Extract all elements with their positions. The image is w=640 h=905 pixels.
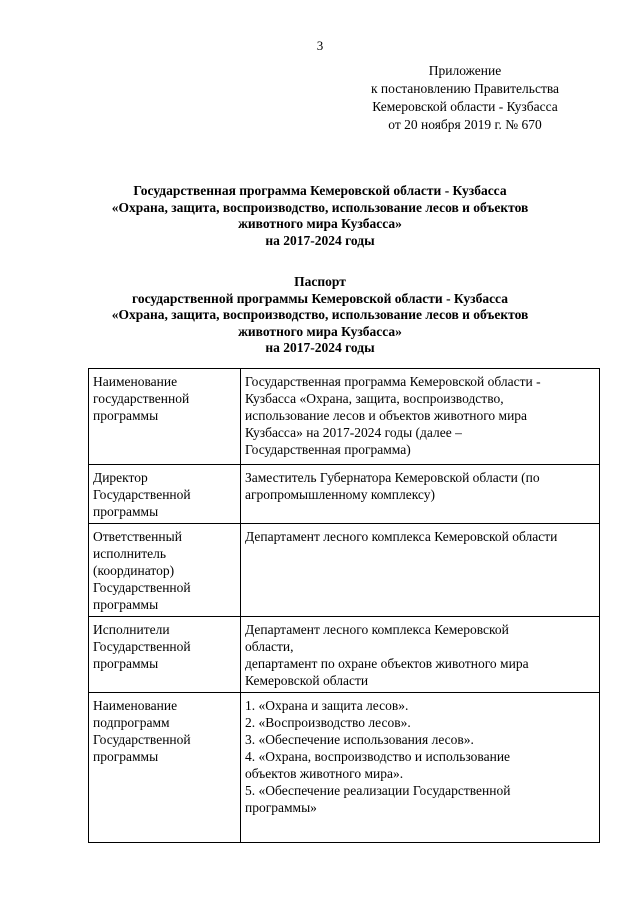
value-line: использование лесов и объектов животного мира xyxy=(245,408,528,423)
row-value xyxy=(241,369,600,465)
label-line: исполнитель xyxy=(93,546,166,561)
value-line: 3. «Обеспечение использования лесов». xyxy=(245,732,474,747)
row-label xyxy=(89,524,241,617)
table-row xyxy=(89,693,600,843)
passport-title-line: «Охрана, защита, воспроизводство, использование лесов и объектов xyxy=(111,307,529,322)
passport-title-line: Паспорт xyxy=(294,274,346,289)
row-value xyxy=(241,693,600,843)
value-line: области, xyxy=(245,639,294,654)
label-line: Наименование xyxy=(93,374,178,389)
value-line: Заместитель Губернатора Кемеровской области (по xyxy=(245,470,540,485)
passport-title xyxy=(60,274,580,357)
program-title xyxy=(60,183,580,249)
value-line: объектов животного мира». xyxy=(245,766,404,781)
appendix-line: от 20 ноября 2019 г. № 670 xyxy=(388,117,542,132)
appendix-line: к постановлению Правительства xyxy=(370,81,560,96)
label-line: подпрограмм xyxy=(93,715,170,730)
label-line: Государственной xyxy=(93,732,191,747)
label-line: Исполнители xyxy=(93,622,170,637)
value-line: Государственная программа Кемеровской области - xyxy=(245,374,541,389)
value-line: программы» xyxy=(245,800,317,815)
table-row xyxy=(89,617,600,693)
value-line: 1. «Охрана и защита лесов». xyxy=(245,698,409,713)
program-title-line: на 2017-2024 годы xyxy=(265,232,375,248)
label-line: программы xyxy=(93,656,159,671)
appendix-note xyxy=(340,62,590,134)
row-value xyxy=(241,524,600,617)
value-line: Кузбасса» на 2017-2024 годы (далее – xyxy=(245,425,462,440)
value-line: Кузбасса «Охрана, защита, воспроизводство, xyxy=(245,391,504,406)
value-line: агропромышленному комплексу) xyxy=(245,487,435,502)
passport-table xyxy=(88,368,600,843)
label-line: Государственной xyxy=(93,487,191,502)
table-row xyxy=(89,369,600,465)
passport-title-line: на 2017-2024 годы xyxy=(265,340,375,355)
value-line: 5. «Обеспечение реализации Государственной xyxy=(245,783,511,798)
value-line: Департамент лесного комплекса Кемеровской xyxy=(245,622,509,637)
label-line: программы xyxy=(93,504,159,519)
label-line: (координатор) xyxy=(93,563,175,578)
row-value xyxy=(241,617,600,693)
label-line: программы xyxy=(93,408,159,423)
row-value xyxy=(241,465,600,524)
label-line: программы xyxy=(93,749,159,764)
table-row xyxy=(89,465,600,524)
label-line: Ответственный xyxy=(93,529,182,544)
row-label xyxy=(89,369,241,465)
value-line: департамент по охране объектов животного мира xyxy=(245,656,529,671)
passport-title-line: животного мира Кузбасса» xyxy=(238,323,402,339)
row-label xyxy=(89,617,241,693)
value-line: 2. «Воспроизводство лесов». xyxy=(245,715,411,730)
program-title-line: Государственная программа Кемеровской области - Кузбасса xyxy=(133,183,507,198)
row-label xyxy=(89,693,241,843)
label-line: государственной xyxy=(93,391,190,406)
value-line: 4. «Охрана, воспроизводство и использование xyxy=(245,749,511,764)
value-line: Кемеровской области xyxy=(245,673,369,688)
page-number: 3 xyxy=(316,38,324,53)
label-line: Государственной xyxy=(93,639,191,654)
value-line: Департамент лесного комплекса Кемеровской области xyxy=(245,529,558,544)
passport-title-line: государственной программы Кемеровской области - Кузбасса xyxy=(132,290,508,306)
program-title-line: животного мира Кузбасса» xyxy=(238,216,402,231)
label-line: Государственной xyxy=(93,580,191,595)
label-line: Директор xyxy=(93,470,148,485)
table-row xyxy=(89,524,600,617)
row-label xyxy=(89,465,241,524)
label-line: Наименование xyxy=(93,698,178,713)
appendix-line: Кемеровской области - Кузбасса xyxy=(372,99,558,114)
program-title-line: «Охрана, защита, воспроизводство, использование лесов и объектов xyxy=(111,199,529,215)
value-line: Государственная программа) xyxy=(245,442,411,457)
appendix-line: Приложение xyxy=(428,63,502,78)
label-line: программы xyxy=(93,597,159,612)
